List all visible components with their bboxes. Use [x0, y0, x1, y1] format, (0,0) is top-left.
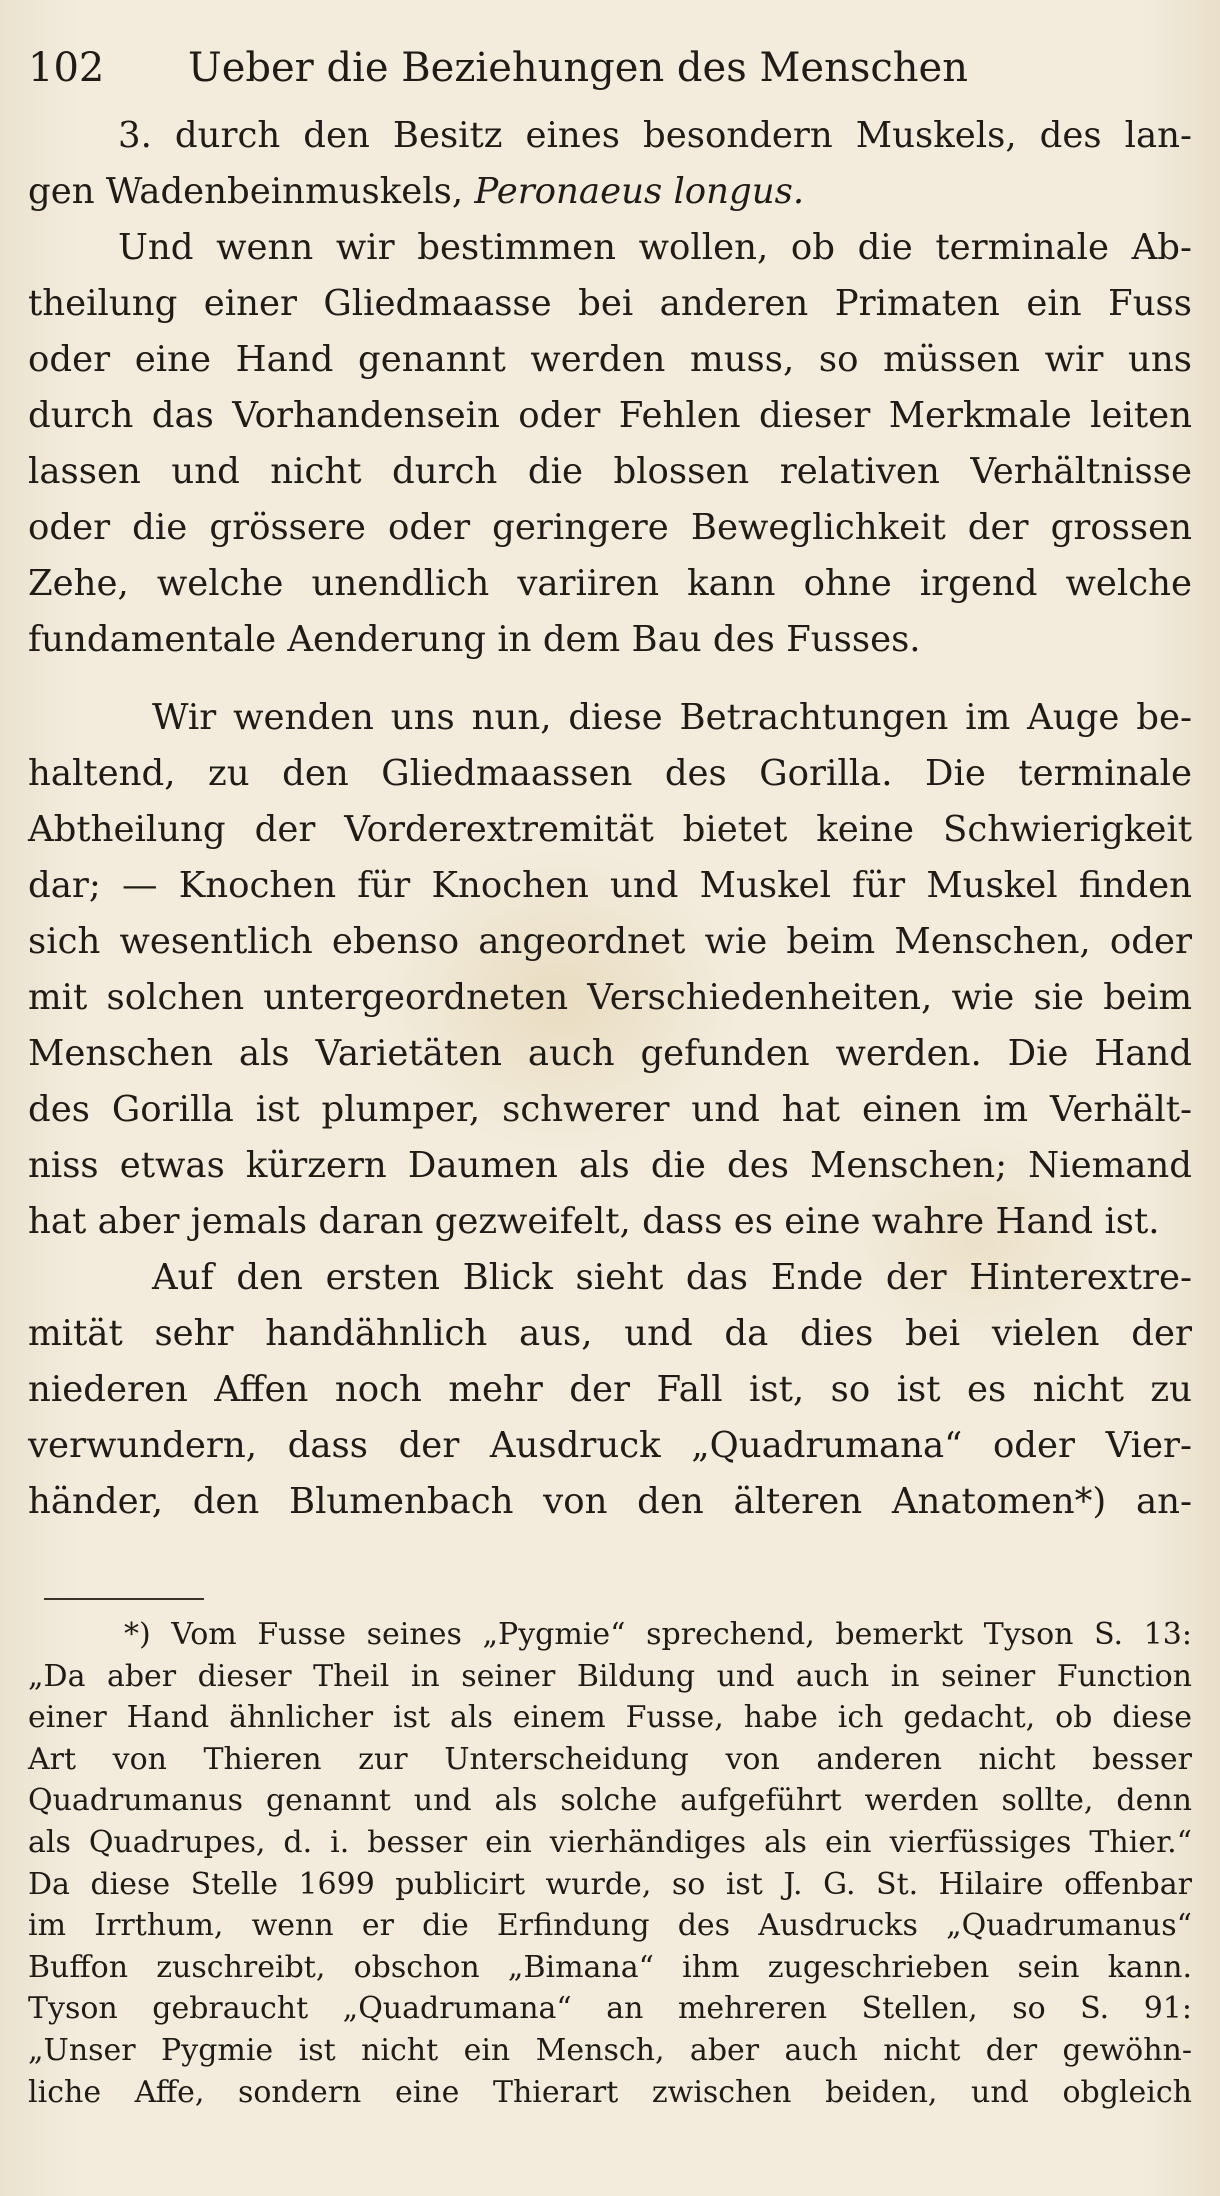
- text-span: gen Wadenbeinmuskels,: [28, 171, 475, 212]
- footnote-rule: [44, 1598, 204, 1600]
- footnote-line: „Da aber dieser Theil in seiner Bildung und auch in seiner Function: [28, 1658, 1192, 1694]
- text-line: hat aber jemals daran gezweifelt, dass es eine wahre Hand ist.: [28, 1201, 1160, 1242]
- footnote: [28, 1614, 1192, 2113]
- footnote-line: *) Vom Fusse seines „Pygmie“ sprechend, bemerkt Tyson S. 13:: [124, 1617, 1192, 1652]
- footnote-line: Art von Thieren zur Unterscheidung von anderen nicht besser: [28, 1741, 1192, 1777]
- text-line: 3. durch den Besitz eines besondern Muskels, des lan-: [118, 115, 1192, 156]
- text-line: Und wenn wir bestimmen wollen, ob die terminale Ab-: [118, 227, 1192, 268]
- text-line: [28, 164, 1192, 220]
- text-line: theilung einer Gliedmaasse bei anderen Primaten ein Fuss: [28, 283, 1192, 324]
- text-line: sich wesentlich ebenso angeordnet wie beim Menschen, oder: [28, 921, 1192, 962]
- page-header: [28, 38, 1188, 98]
- text-line: Zehe, welche unendlich variiren kann ohne irgend welche: [28, 563, 1192, 604]
- text-line: mit solchen untergeordneten Verschiedenheiten, wie sie beim: [28, 977, 1192, 1018]
- footnote-line: Buffon zuschreibt, obschon „Bimana“ ihm zugeschrieben sein kann.: [28, 1949, 1192, 1985]
- text-line: oder eine Hand genannt werden muss, so müssen wir uns: [28, 339, 1192, 380]
- footnote-line: einer Hand ähnlicher ist als einem Fusse, habe ich gedacht, ob diese: [28, 1700, 1192, 1736]
- text-line: oder die grössere oder geringere Beweglichkeit der grossen: [28, 507, 1192, 548]
- text-line: haltend, zu den Gliedmaassen des Gorilla. Die terminale: [28, 753, 1192, 794]
- text-line: händer, den Blumenbach von den älteren Anatomen*) an-: [28, 1481, 1192, 1522]
- footnote-line: als Quadrupes, d. i. besser ein vierhändiges als ein vierfüssiges Thier.“: [28, 1824, 1192, 1860]
- text-line: Menschen als Varietäten auch gefunden werden. Die Hand: [28, 1033, 1192, 1074]
- footnote-line: Da diese Stelle 1699 publicirt wurde, so ist J. G. St. Hilaire offenbar: [28, 1866, 1192, 1902]
- footnote-line: Tyson gebraucht „Quadrumana“ an mehreren Stellen, so S. 91:: [28, 1991, 1192, 2027]
- text-line: dar; — Knochen für Knochen und Muskel für Muskel finden: [28, 865, 1192, 906]
- footnote-line: liche Affe, sondern eine Thierart zwischen beiden, und obgleich: [28, 2074, 1192, 2110]
- footnote-line: Quadrumanus genannt und als solche aufgeführt werden sollte, denn: [28, 1783, 1192, 1819]
- footnote-line: „Unser Pygmie ist nicht ein Mensch, aber auch nicht der gewöhn-: [28, 2032, 1192, 2068]
- italic-term: Peronaeus longus.: [474, 171, 805, 212]
- text-line: mität sehr handähnlich aus, und da dies bei vielen der: [28, 1313, 1192, 1354]
- footnote-line: im Irrthum, wenn er die Erfindung des Ausdrucks „Quadrumanus“: [28, 1908, 1192, 1944]
- text-line: durch das Vorhandensein oder Fehlen dieser Merkmale leiten: [28, 395, 1192, 436]
- text-line: des Gorilla ist plumper, schwerer und hat einen im Verhält-: [28, 1089, 1192, 1130]
- running-title: Ueber die Beziehungen des Menschen: [188, 45, 968, 91]
- text-line: lassen und nicht durch die blossen relativen Verhältnisse: [28, 451, 1192, 492]
- text-line: fundamentale Aenderung in dem Bau des Fusses.: [28, 619, 921, 660]
- text-line: Abtheilung der Vorderextremität bietet keine Schwierigkeit: [28, 809, 1192, 850]
- body-text: [28, 108, 1192, 1530]
- page-number: 102: [28, 45, 105, 91]
- text-line: niss etwas kürzern Daumen als die des Menschen; Niemand: [28, 1145, 1192, 1186]
- text-line: verwundern, dass der Ausdruck „Quadrumana“ oder Vier-: [28, 1425, 1192, 1466]
- paragraph-gap: [28, 668, 1192, 690]
- text-line: Auf den ersten Blick sieht das Ende der Hinterextre-: [152, 1257, 1192, 1298]
- text-line: niederen Affen noch mehr der Fall ist, so ist es nicht zu: [28, 1369, 1192, 1410]
- text-line: Wir wenden uns nun, diese Betrachtungen im Auge be-: [152, 697, 1192, 738]
